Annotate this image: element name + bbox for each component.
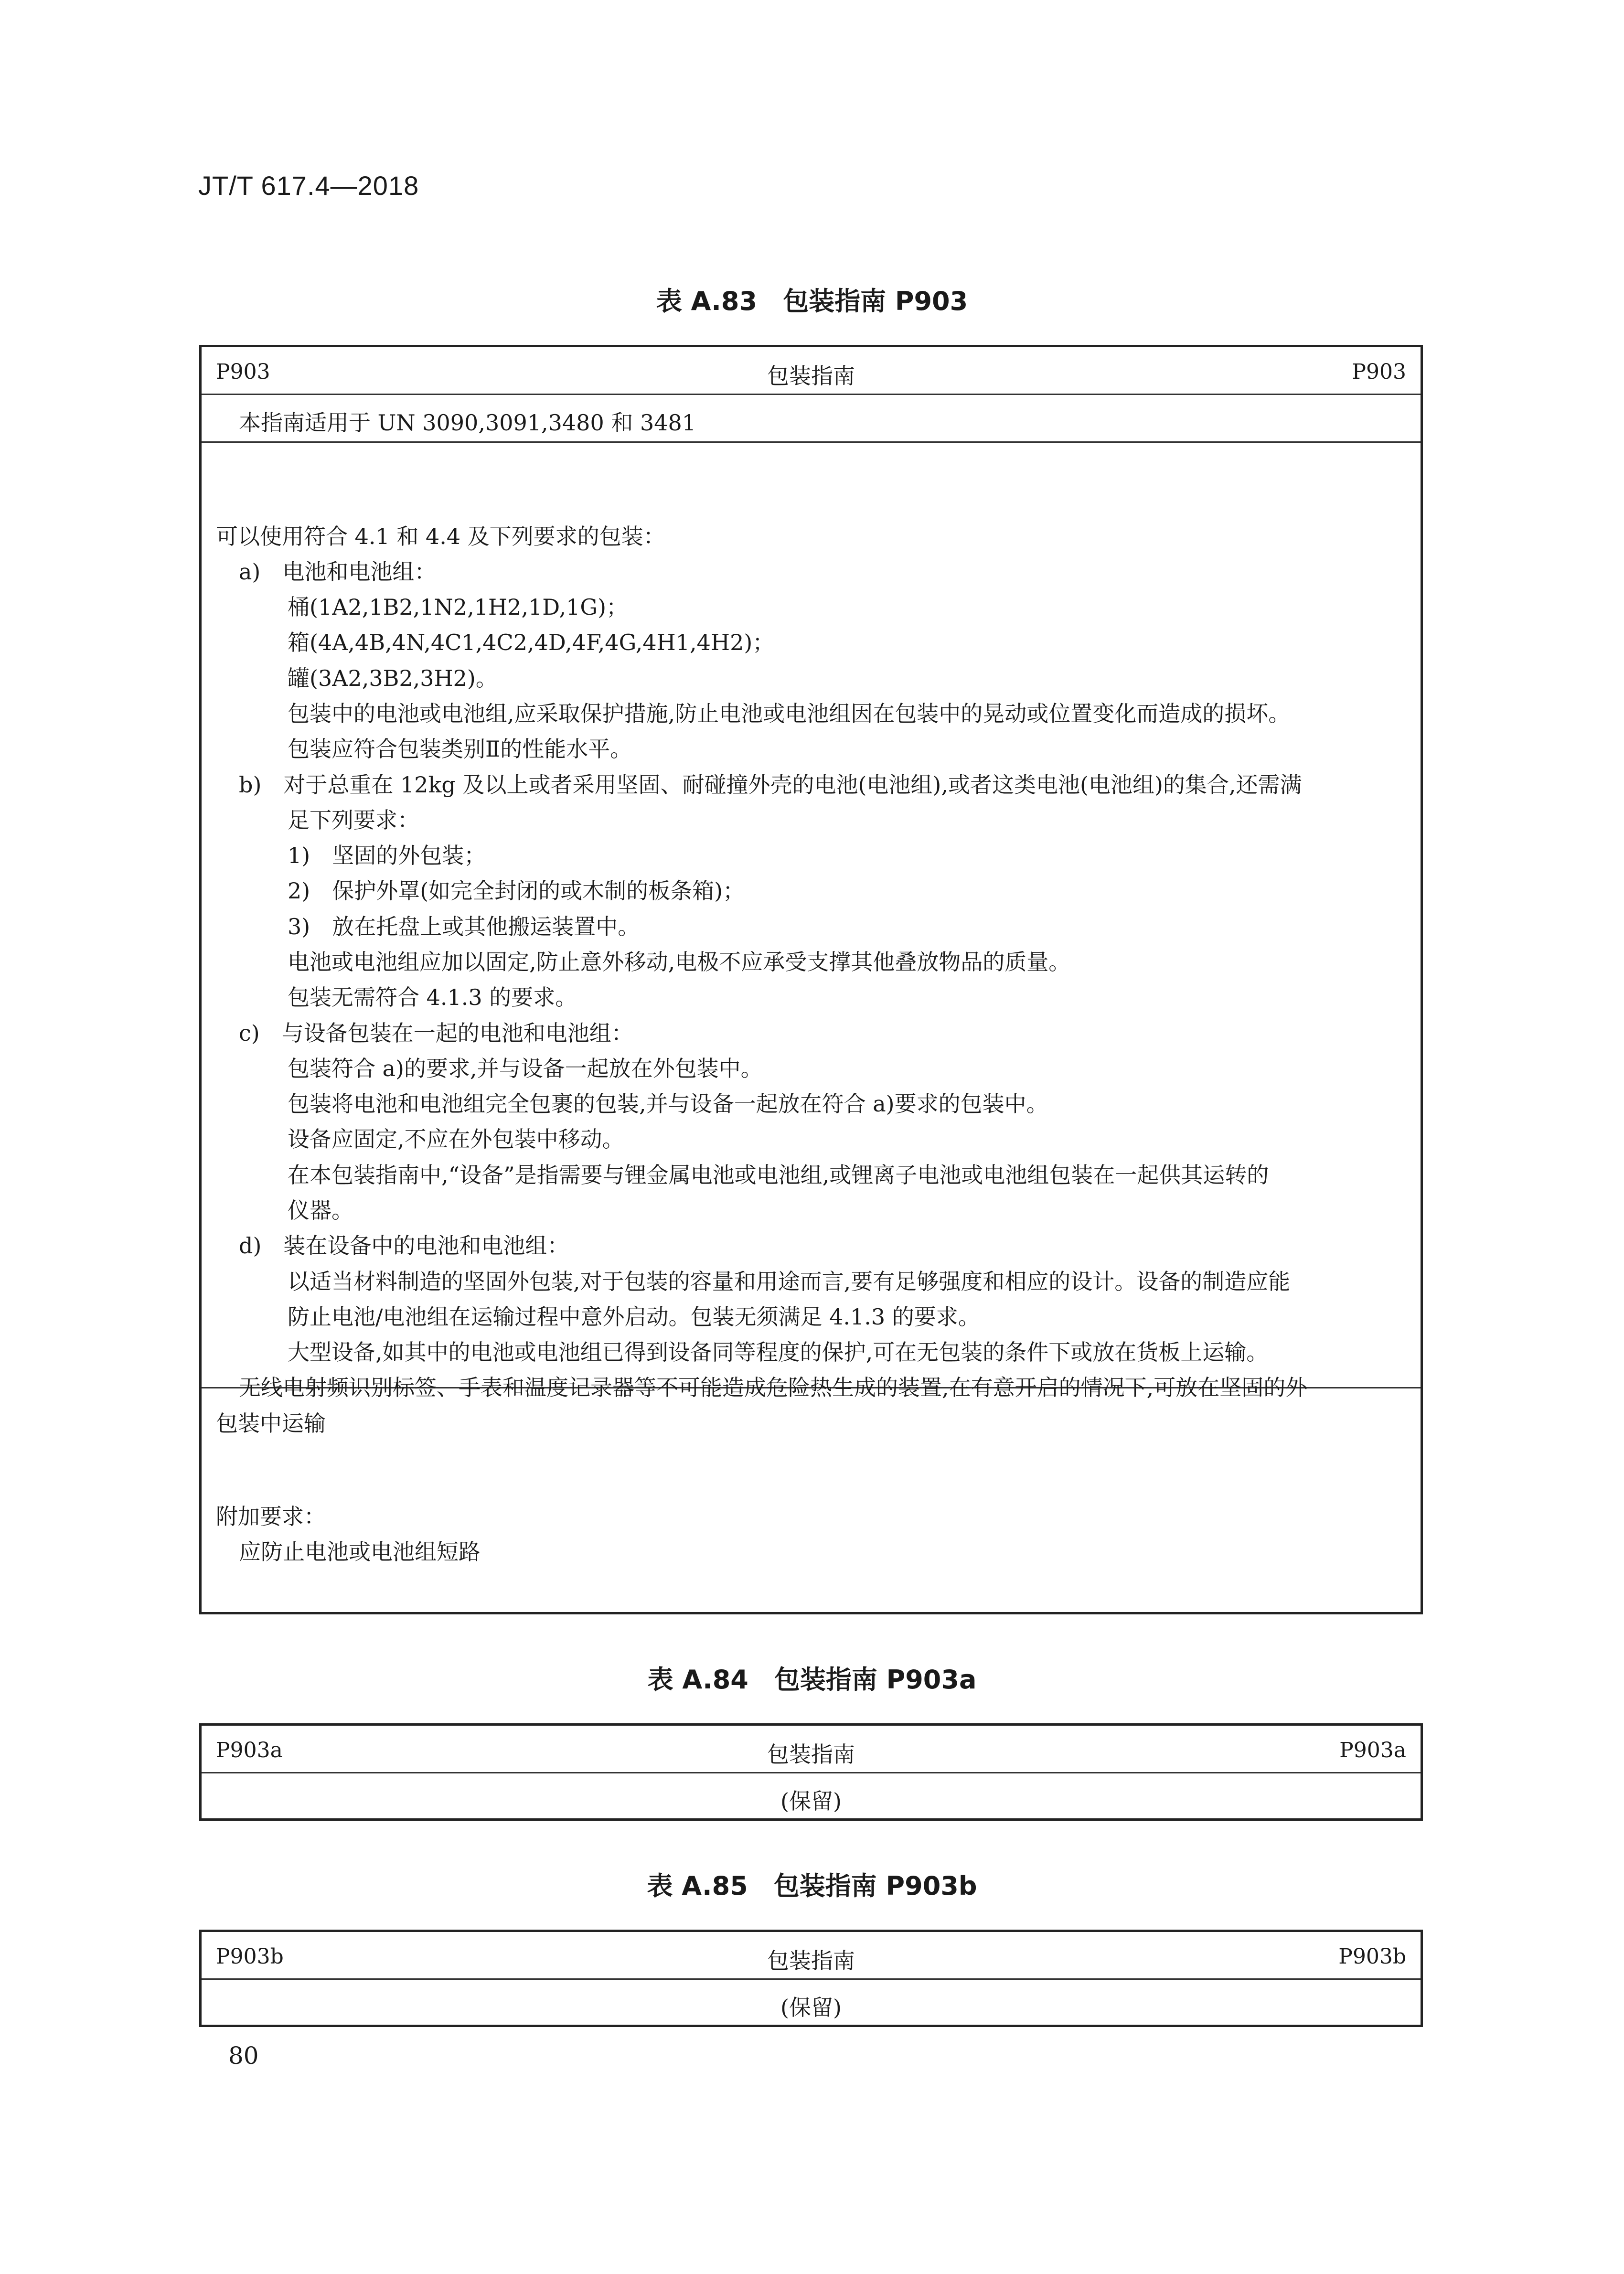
table-a84-reserved-row: [202, 1773, 1421, 1821]
body-line: 包装应符合包装类别Ⅱ的性能水平。: [288, 736, 632, 762]
table-a85-header-row: [202, 1932, 1421, 1980]
table-a83-title: 包装指南: [767, 363, 855, 389]
table-a84-title: 包装指南: [767, 1741, 855, 1767]
table-a84-header-row: [202, 1726, 1421, 1773]
table-a85-caption: 表 A.85 包装指南 P903b: [647, 1871, 977, 1901]
table-a83-body: [202, 443, 1421, 1436]
additional-requirements-text: 应防止电池或电池组短路: [239, 1539, 481, 1565]
body-line: 罐(3A2,3B2,3H2)。: [288, 665, 498, 691]
body-line: 足下列要求：: [288, 807, 419, 833]
table-a85-title: 包装指南: [767, 1948, 855, 1974]
table-a83-header-row: [202, 347, 1421, 395]
table-a84-code-right: P903a: [1339, 1738, 1406, 1762]
table-a83-code-right: P903: [1352, 360, 1406, 384]
body-line: 包装中的电池或电池组,应采取保护措施,防止电池或电池组因在包装中的晃动或位置变化而造成的损坏。: [288, 701, 1291, 726]
table-a85: [199, 1930, 1423, 2027]
body-line: 在本包装指南中,“设备”是指需要与锂金属电池或电池组,或锂离子电池或电池组包装在一起供其运转的: [288, 1162, 1269, 1188]
table-a83-caption: 表 A.83 包装指南 P903: [656, 286, 968, 316]
body-line: 包装符合 a)的要求,并与设备一起放在外包装中。: [288, 1056, 763, 1081]
body-line: 以适当材料制造的坚固外包装,对于包装的容量和用途而言,要有足够强度和相应的设计。设备的制造应能: [288, 1269, 1291, 1294]
body-line: 2) 保护外罩(如完全封闭的或木制的板条箱)；: [288, 878, 745, 904]
table-a83-code-left: P903: [216, 360, 270, 384]
document-code: JT/T 617.4—2018: [198, 171, 419, 201]
table-a83-scope-row: [202, 395, 1421, 443]
table-a85-code-right: P903b: [1338, 1944, 1406, 1969]
table-a83: [199, 345, 1423, 1614]
body-line: a) 电池和电池组：: [239, 559, 437, 585]
body-line: 桶(1A2,1B2,1N2,1H2,1D,1G)；: [288, 594, 629, 620]
table-a83-additional-row: [202, 1484, 1421, 1613]
table-a85-reserved-row: [202, 1980, 1421, 2028]
body-line: 包装无需符合 4.1.3 的要求。: [288, 984, 577, 1010]
body-line: d) 装在设备中的电池和电池组：: [239, 1233, 569, 1259]
body-line: 包装中运输: [216, 1410, 326, 1436]
body-line: 防止电池/电池组在运输过程中意外启动。包装无须满足 4.1.3 的要求。: [288, 1304, 980, 1330]
table-a85-reserved: (保留): [780, 1995, 842, 2020]
body-line: 电池或电池组应加以固定,防止意外移动,电极不应承受支撑其他叠放物品的质量。: [288, 949, 1071, 975]
table-a84-reserved: (保留): [780, 1788, 842, 1814]
additional-requirements-label: 附加要求：: [216, 1504, 326, 1529]
body-line: 大型设备,如其中的电池或电池组已得到设备同等程度的保护,可在无包装的条件下或放在货板上运输。: [288, 1339, 1269, 1365]
table-a84-code-left: P903a: [216, 1738, 283, 1762]
body-line: 3) 放在托盘上或其他搬运装置中。: [288, 914, 640, 939]
body-line: 包装将电池和电池组完全包裹的包装,并与设备一起放在符合 a)要求的包装中。: [288, 1091, 1048, 1117]
body-line: c) 与设备包装在一起的电池和电池组：: [239, 1020, 633, 1046]
page-number: 80: [228, 2042, 259, 2070]
body-line: 仪器。: [288, 1197, 353, 1223]
body-line: b) 对于总重在 12kg 及以上或者采用坚固、耐碰撞外壳的电池(电池组),或者这类电池(电池组)的集合,还需满: [239, 772, 1302, 798]
body-line: 设备应固定,不应在外包装中移动。: [288, 1126, 624, 1152]
table-a84: [199, 1723, 1423, 1821]
body-line: 可以使用符合 4.1 和 4.4 及下列要求的包装：: [216, 523, 665, 549]
table-a83-scope: 本指南适用于 UN 3090,3091,3480 和 3481: [239, 410, 696, 436]
body-line: 箱(4A,4B,4N,4C1,4C2,4D,4F,4G,4H1,4H2)；: [288, 630, 775, 655]
body-line: 无线电射频识别标签、手表和温度记录器等不可能造成危险热生成的装置,在有意开启的情况下,可放在坚固的外: [239, 1375, 1308, 1400]
table-a85-code-left: P903b: [216, 1944, 284, 1969]
table-a84-caption: 表 A.84 包装指南 P903a: [647, 1665, 977, 1695]
body-line: 1) 坚固的外包装；: [288, 843, 486, 868]
